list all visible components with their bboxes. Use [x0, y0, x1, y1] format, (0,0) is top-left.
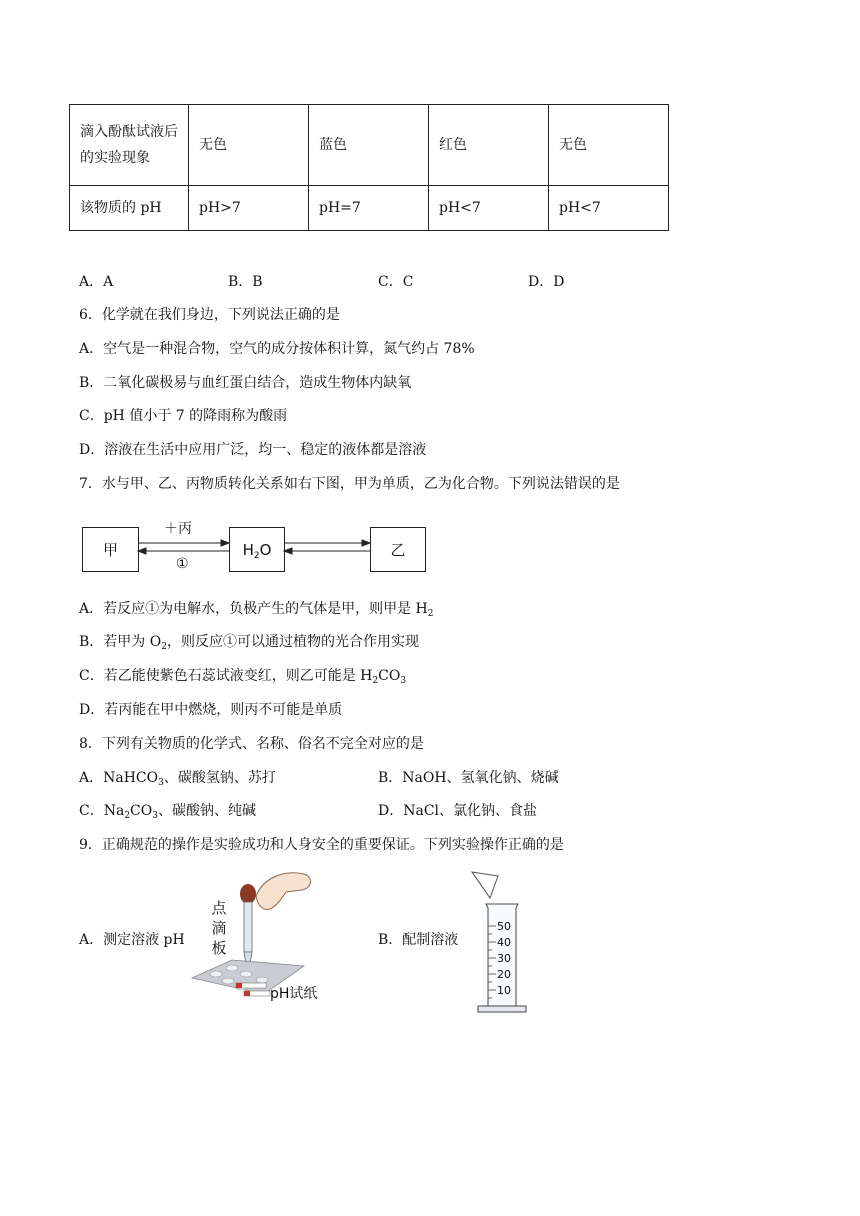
q8-option-c: C．$Na_2CO_3$、碳酸钠、纯碱 — [79, 803, 256, 821]
table-cell: 红色 — [429, 105, 549, 186]
q9-stem: 9．正确规范的操作是实验成功和人身安全的重要保证。下列实验操作正确的是 — [79, 837, 564, 853]
cylinder-tick-40: 40 — [497, 936, 511, 949]
plus-bing-label: ＋丙 — [164, 521, 192, 537]
q8-option-d: D．NaCl、氯化钠、食盐 — [378, 803, 538, 819]
water-label: $H_2O$ — [242, 540, 272, 561]
table-cell: 该物质的 pH — [70, 186, 189, 231]
reaction-1-label: ① — [176, 556, 189, 572]
table-cell: 滴入酚酞试液后的实验现象 — [70, 105, 189, 186]
q6-option-d: D．溶液在生活中应用广泛，均一、稳定的液体都是溶液 — [79, 442, 427, 458]
jia-label: 甲 — [102, 541, 118, 559]
cylinder-tick-30: 30 — [497, 952, 511, 965]
q6-option-b: B．二氧化碳极易与血红蛋白结合，造成生物体内缺氧 — [79, 375, 412, 391]
table-cell: 无色 — [549, 105, 669, 186]
q9-option-b: B．配制溶液 — [378, 932, 459, 948]
q8-stem: 8．下列有关物质的化学式、名称、俗名不完全对应的是 — [79, 736, 424, 752]
cylinder-tick-10: 10 — [497, 984, 511, 997]
q6-option-a: A．空气是一种混合物，空气的成分按体积计算，氮气约占 78% — [79, 341, 475, 357]
cylinder-tick-50: 50 — [497, 920, 511, 933]
table-cell: pH>7 — [189, 186, 309, 231]
q7-option-b: B．若甲为 $O_2$，则反应①可以通过植物的光合作用实现 — [79, 634, 419, 652]
ph-paper-label: pH试纸 — [270, 986, 318, 1002]
q6-stem: 6．化学就在我们身边，下列说法正确的是 — [79, 307, 340, 323]
q5-option-a: A．A — [79, 274, 114, 290]
q8-option-b: B．NaOH、氢氧化钠、烧碱 — [378, 770, 559, 786]
q7-stem: 7．水与甲、乙、丙物质转化关系如右下图，甲为单质，乙为化合物。下列说法错误的是 — [79, 476, 620, 492]
table-cell: 无色 — [189, 105, 309, 186]
spot-plate-label: 点滴板 — [211, 899, 227, 957]
q6-option-c: C．pH 值小于 7 的降雨称为酸雨 — [79, 408, 288, 424]
yi-label: 乙 — [390, 541, 406, 559]
q7-option-d: D．若丙能在甲中燃烧，则丙不可能是单质 — [79, 702, 343, 718]
q5-option-b: B．B — [228, 274, 263, 290]
q8-option-a: A．NaHCO$_3$、碳酸氢钠、苏打 — [79, 770, 276, 788]
q7-option-a: A．若反应①为电解水，负极产生的气体是甲，则甲是 $H_2$ — [79, 601, 434, 619]
table-cell: 蓝色 — [309, 105, 429, 186]
table-cell: pH<7 — [429, 186, 549, 231]
q9-option-a: A．测定溶液 pH — [79, 932, 185, 948]
q5-option-d: D．D — [528, 274, 565, 290]
cylinder-tick-20: 20 — [497, 968, 511, 981]
table-cell: pH<7 — [549, 186, 669, 231]
q7-option-c: C．若乙能使紫色石蕊试液变红，则乙可能是 $H_2CO_3$ — [79, 668, 407, 686]
q5-option-c: C．C — [378, 274, 414, 290]
table-cell: pH=7 — [309, 186, 429, 231]
